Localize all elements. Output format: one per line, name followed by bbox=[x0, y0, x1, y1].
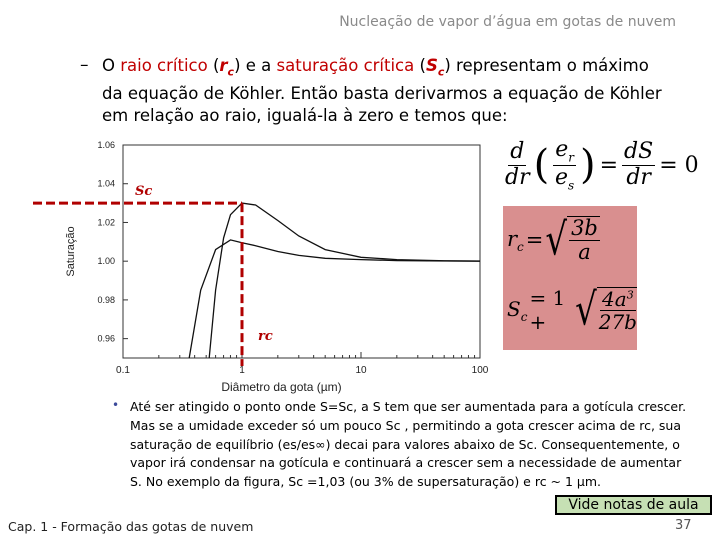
bullet-paragraph bbox=[102, 55, 662, 127]
y-tick-label: 0.96 bbox=[97, 333, 115, 344]
sc-letter: S bbox=[507, 296, 521, 321]
rc-sub: c bbox=[517, 239, 524, 254]
er-letter: e bbox=[555, 137, 569, 162]
y-tick-label: 1.04 bbox=[97, 178, 115, 189]
frac-num bbox=[553, 138, 576, 166]
frac-num: dS bbox=[624, 139, 654, 165]
paren-close: ) bbox=[580, 142, 596, 189]
rc-symbol bbox=[219, 56, 235, 79]
lecture-notes-note: Vide notas de aula bbox=[555, 495, 712, 515]
sc-num-exp: 3 bbox=[626, 288, 634, 302]
body-bullet: • bbox=[112, 398, 120, 412]
radical-sign: √ bbox=[575, 284, 597, 336]
sc-num-base: 4a bbox=[602, 287, 627, 311]
rc-symbol-letter: r bbox=[219, 56, 228, 75]
x-tick-label: 10 bbox=[355, 365, 367, 376]
page-number: 37 bbox=[675, 518, 692, 533]
rc-equation bbox=[507, 214, 600, 267]
radical-sign: √ bbox=[545, 214, 568, 267]
sqrt-inner bbox=[567, 216, 600, 264]
sc-label: Sc bbox=[135, 184, 153, 200]
equals-sign: = bbox=[525, 228, 544, 253]
x-tick-label: 0.1 bbox=[116, 365, 130, 376]
derivative-equation bbox=[505, 138, 699, 192]
footer-chapter: Cap. 1 - Formação das gotas de nuvem bbox=[8, 519, 254, 534]
text-run: ) e a bbox=[234, 56, 277, 75]
kohler-chart bbox=[0, 130, 500, 400]
sc-sub: c bbox=[520, 309, 528, 324]
sc-symbol-sub: c bbox=[437, 65, 445, 79]
sc-equation bbox=[507, 286, 637, 334]
frac-den bbox=[555, 166, 574, 193]
frac-num: 3b bbox=[571, 216, 598, 240]
saturacao-critica-highlight: saturação crítica bbox=[276, 56, 415, 75]
sc-symbol-letter: S bbox=[425, 56, 438, 75]
frac-den: a bbox=[578, 240, 591, 265]
plot-frame bbox=[123, 145, 480, 358]
frac-num bbox=[600, 288, 636, 311]
sqrt-symbol bbox=[575, 284, 637, 336]
rc-label: rc bbox=[258, 329, 273, 344]
sc-label bbox=[507, 297, 527, 324]
sqrt-inner bbox=[597, 287, 637, 333]
sc-symbol bbox=[425, 56, 445, 79]
es-sub: s bbox=[568, 177, 575, 192]
frac-den: 27b bbox=[598, 310, 637, 334]
text-run: ( bbox=[414, 56, 426, 75]
frac-den: dr bbox=[626, 164, 651, 190]
equals-one-plus: = 1 + bbox=[529, 286, 566, 334]
sc-fraction bbox=[599, 288, 637, 333]
er-es-fraction bbox=[553, 138, 576, 192]
x-tick-label: 1 bbox=[239, 365, 245, 376]
y-tick-label: 1.02 bbox=[97, 217, 115, 228]
y-axis-label: Saturação bbox=[65, 226, 77, 277]
paren-open: ( bbox=[533, 142, 550, 189]
ds-dr-fraction bbox=[622, 140, 655, 189]
y-tick-label: 0.98 bbox=[97, 294, 115, 305]
er-sub: r bbox=[568, 150, 574, 165]
raio-critico-highlight: raio crítico bbox=[120, 56, 208, 75]
rc-letter: r bbox=[507, 226, 518, 251]
rc-symbol-sub: c bbox=[227, 65, 235, 79]
frac-den: dr bbox=[505, 164, 530, 190]
slide-title: Nucleação de vapor d’água em gotas de nuvem bbox=[339, 14, 676, 30]
bullet-dash: – bbox=[80, 55, 89, 75]
es-letter: e bbox=[555, 164, 569, 190]
frac-num: d bbox=[510, 139, 525, 165]
equation-box bbox=[503, 206, 637, 350]
equals-zero: = 0 bbox=[659, 152, 699, 178]
sqrt-symbol bbox=[545, 214, 599, 267]
text-run: ) representam o máximo da equação de Köhler. Então basta derivarmos a equação de Köhler em relação ao raio, igualá-la à zero e temos que: bbox=[102, 56, 662, 126]
y-tick-label: 1.00 bbox=[97, 256, 115, 267]
equals-sign: = bbox=[599, 152, 619, 178]
chart-svg bbox=[0, 130, 500, 400]
d-dr-fraction bbox=[505, 140, 530, 189]
y-tick-label: 1.06 bbox=[97, 140, 115, 150]
text-run: O bbox=[102, 56, 121, 75]
x-tick-label: 100 bbox=[471, 365, 489, 376]
x-axis-label: Diâmetro da gota (µm) bbox=[221, 380, 342, 394]
text-run: ( bbox=[207, 56, 220, 75]
rc-label bbox=[507, 227, 524, 254]
rc-fraction bbox=[569, 217, 600, 264]
body-paragraph: Até ser atingido o ponto onde S=Sc, a S tem que ser aumentada para a gotícula crescer. Mas se a umidade exceder só um pouco Sc , permitindo a gota crescer acima de rc, sua saturação de equilíbrio (es/es∞) decai para valores abaixo de Sc. Consequentemente, o vapor irá condensar na gotícula e continuará a crescer sem a necessidade de aumentar S. No exemplo da figura, Sc =1,03 (ou 3% de supersaturação) e rc ~ 1 µm. bbox=[130, 399, 687, 490]
